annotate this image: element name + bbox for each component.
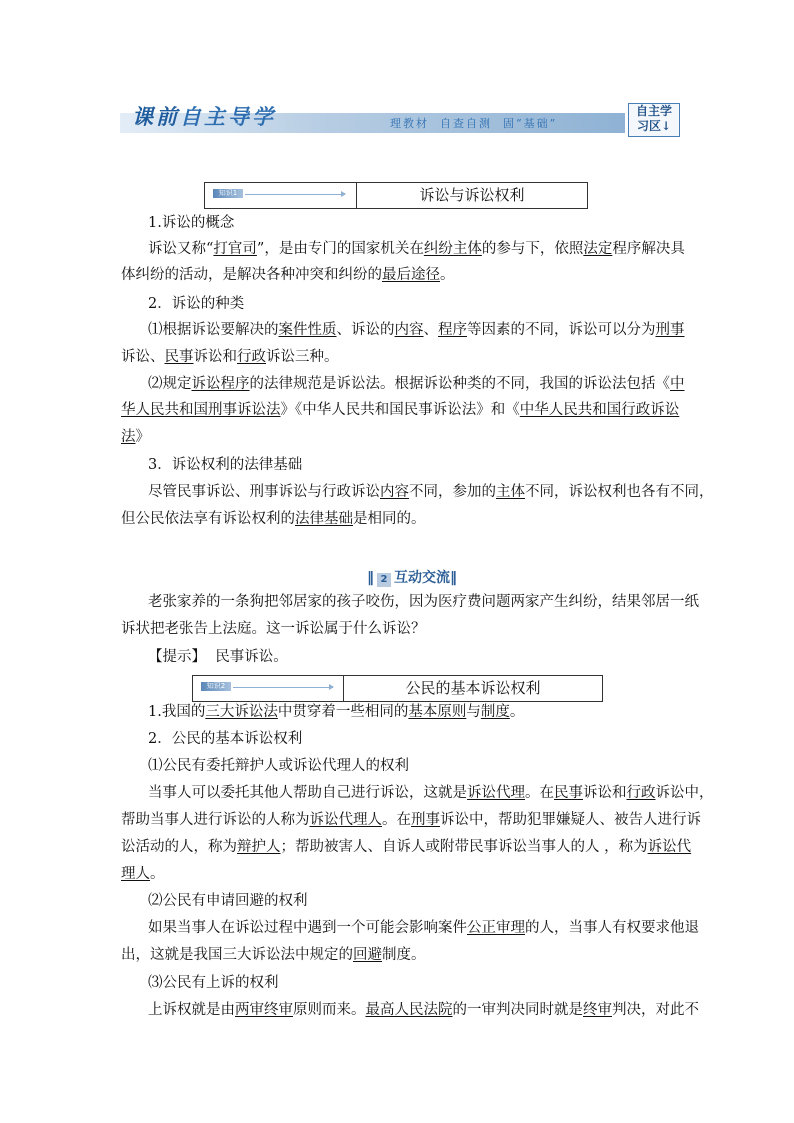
knowledge-tag: 知识2 — [201, 682, 231, 691]
paragraph-line: 尽管民事诉讼、刑事诉讼与行政诉讼内容不同，参加的主体不同，诉讼权利也各有不同， — [148, 484, 714, 500]
section-title: 公民的基本诉讼权利 — [405, 679, 541, 697]
badge-line2: 习区 — [636, 119, 661, 133]
heading-types: 2．诉讼的种类 — [148, 296, 245, 312]
paragraph-line: 诉讼、民事诉讼和行政诉讼三种。 — [121, 349, 339, 365]
case-text: 老张家养的一条狗把邻居家的孩子咬伤，因为医疗费问题两家产生纠纷，结果邻居一纸 — [148, 594, 699, 610]
tag-arrow-icon — [245, 194, 345, 195]
section-header-2 — [192, 675, 603, 702]
paragraph-line: 帮助当事人进行诉讼的人称为诉讼代理人。在刑事诉讼中，帮助犯罪嫌疑人、被告人进行诉 — [121, 812, 701, 828]
heading-basis: 3．诉讼权利的法律基础 — [148, 457, 303, 473]
banner-motto: 理教材 自查自测 固“基础” — [390, 117, 558, 130]
section-title: 诉讼与诉讼权利 — [419, 186, 525, 204]
badge-line1: 自主学 — [635, 104, 672, 118]
paragraph-line: 当事人可以委托其他人帮助自己进行诉讼，这就是诉讼代理。在民事诉讼和行政诉讼中， — [148, 785, 714, 801]
interaction-heading: ‖ 2 互动交流‖ — [367, 570, 457, 586]
paragraph-line: 华人民共和国刑事诉讼法》《中华人民共和国民事诉讼法》和《中华人民共和国行政诉讼 — [121, 402, 680, 418]
section-tag-cell — [193, 676, 344, 701]
heading-rights: 2．公民的基本诉讼权利 — [148, 731, 303, 747]
section-tag-cell — [205, 183, 357, 208]
paragraph-line: ⑵规定诉讼程序的法律规范是诉讼法。根据诉讼种类的不同，我国的诉讼法包括《中 — [148, 376, 685, 392]
banner-title — [132, 101, 276, 131]
paragraph-line: ⑴根据诉讼要解决的案件性质、诉讼的内容、程序等因素的不同，诉讼可以分为刑事 — [148, 322, 685, 338]
subheading: ⑴公民有委托辩护人或诉讼代理人的权利 — [148, 758, 409, 774]
paragraph-line: 如果当事人在诉讼过程中遇到一个可能会影响案件公正审理的人，当事人有权要求他退 — [148, 920, 699, 936]
banner-title-lead: 课前 — [132, 104, 180, 129]
paragraph-line: 但公民依法享有诉讼权利的法律基础是相同的。 — [121, 511, 426, 527]
subheading: ⑵公民有申请回避的权利 — [148, 893, 308, 909]
interaction-number: 2 — [377, 573, 391, 587]
self-study-badge[interactable] — [628, 103, 680, 137]
paragraph-line: 体纠纷的活动，是解决各种冲突和纠纷的最后途径。 — [121, 267, 455, 283]
paragraph-line: 讼活动的人，称为辩护人；帮助被害人、自诉人或附带民事诉讼当事人的人 ，称为诉讼代 — [121, 839, 692, 855]
banner-title-rest: 自主导学 — [180, 104, 276, 129]
section-banner — [120, 101, 680, 137]
paragraph-line: 上诉权就是由两审终审原则而来。最高人民法院的一审判决同时就是终审判决，对此不 — [148, 1002, 699, 1018]
paragraph-line: 诉讼又称“打官司”，是由专门的国家机关在纠纷主体的参与下，依照法定程序解决具 — [148, 241, 685, 257]
hint-label: 【提示】 — [148, 649, 206, 665]
tag-arrow-icon — [233, 687, 333, 688]
case-text: 诉状把老张告上法庭。这一诉讼属于什么诉讼？ — [121, 621, 426, 637]
paragraph-line: 法》 — [121, 429, 150, 445]
arrow-down-icon: ↓ — [660, 119, 672, 133]
section-header-1 — [204, 182, 588, 209]
subheading: ⑶公民有上诉的权利 — [148, 975, 279, 991]
hint-line — [148, 648, 288, 666]
paragraph-line: 1.我国的三大诉讼法中贯穿着一些相同的基本原则与制度。 — [148, 704, 525, 720]
interaction-label: 互动交流 — [394, 570, 450, 586]
knowledge-tag: 知识1 — [213, 189, 243, 198]
hint-answer: 民事诉讼。 — [215, 649, 288, 665]
heading-concept: 1.诉讼的概念 — [148, 215, 235, 231]
paragraph-line: 出，这就是我国三大诉讼法中规定的回避制度。 — [121, 947, 426, 963]
paragraph-line: 理人。 — [121, 866, 165, 882]
